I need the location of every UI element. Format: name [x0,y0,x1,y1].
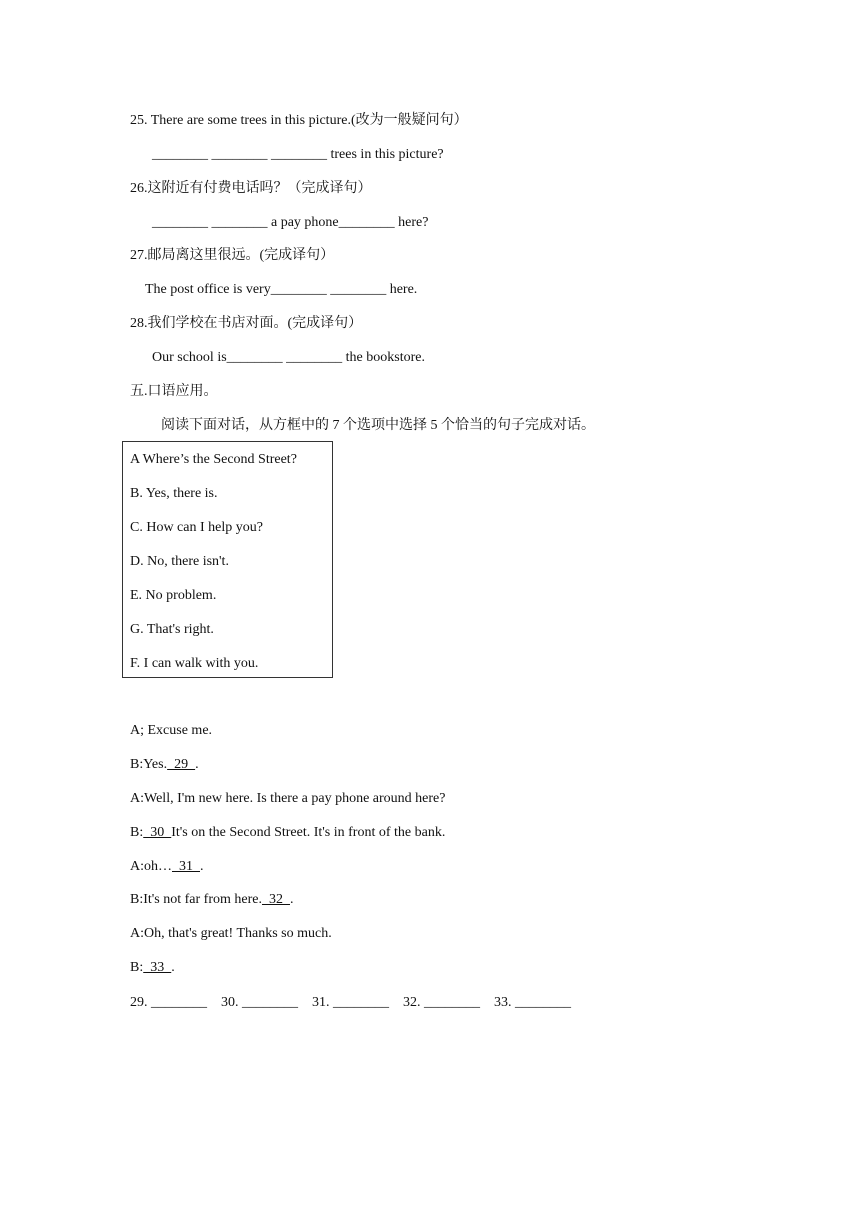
dialogue-line-5-text: A:oh… [130,859,172,874]
dialogue-line-4-text: B: [130,825,144,840]
options-box [122,441,333,678]
dialogue-line-7: A:Oh, that's great! Thanks so much. [130,926,332,941]
dialogue-line-4-end: It's on the Second Street. It's in front of the bank. [171,825,446,840]
question-26-prompt: 26.这附近有付费电话吗？（完成译句） [130,181,372,196]
dialogue-line-5 [130,858,204,876]
question-26-answer: ________ ________ a pay phone________ here? [152,215,429,230]
section-heading: 五.口语应用。 [130,384,218,399]
option-f: F. I can walk with you. [130,656,259,671]
dialogue-line-8 [130,959,175,977]
dialogue-line-5-end: . [200,859,204,874]
blank-31: 31 [172,859,200,874]
section-instruction: 阅读下面对话，从方框中的 7 个选项中选择 5 个恰当的句子完成对话。 [161,418,595,433]
dialogue-line-2-end: . [195,757,199,772]
option-g: G. That's right. [130,622,214,637]
dialogue-line-1: A; Excuse me. [130,723,213,738]
dialogue-line-6-end: . [289,892,294,907]
blank-33: 33 [143,960,172,975]
dialogue-line-3: A:Well, I'm new here. Is there a pay phone around here? [130,791,446,806]
dialogue-line-6 [130,891,293,909]
answer-line: 29. ________ 30. ________ 31. ________ 32. ________ 33. ________ [130,995,571,1010]
blank-30: 30 [143,825,172,840]
dialogue-line-2-text: B:Yes. [130,757,168,772]
option-c: C. How can I help you? [130,520,263,535]
option-d: D. No, there isn't. [130,554,229,569]
option-a: A Where’s the Second Street? [130,452,297,467]
question-28-prompt: 28.我们学校在书店对面。(完成译句） [130,316,363,331]
question-28-answer: Our school is________ ________ the bookstore. [152,350,425,365]
blank-29: 29 [167,757,196,772]
dialogue-line-2 [130,756,199,774]
option-e: E. No problem. [130,588,217,603]
dialogue-line-8-text: B: [130,960,144,975]
question-25-answer: ________ ________ ________ trees in this picture? [152,147,444,162]
dialogue-line-4 [130,824,445,842]
question-25-prompt: 25. There are some trees in this picture.(改为一般疑问句） [130,113,468,128]
blank-32: 32 [261,892,290,907]
dialogue-line-6-text: B:It's not far from here. [130,892,262,907]
question-27-answer: The post office is very________ ________ here. [145,282,418,297]
option-b: B. Yes, there is. [130,486,218,501]
question-27-prompt: 27.邮局离这里很远。(完成译句） [130,248,335,263]
dialogue-line-8-end: . [171,960,175,975]
